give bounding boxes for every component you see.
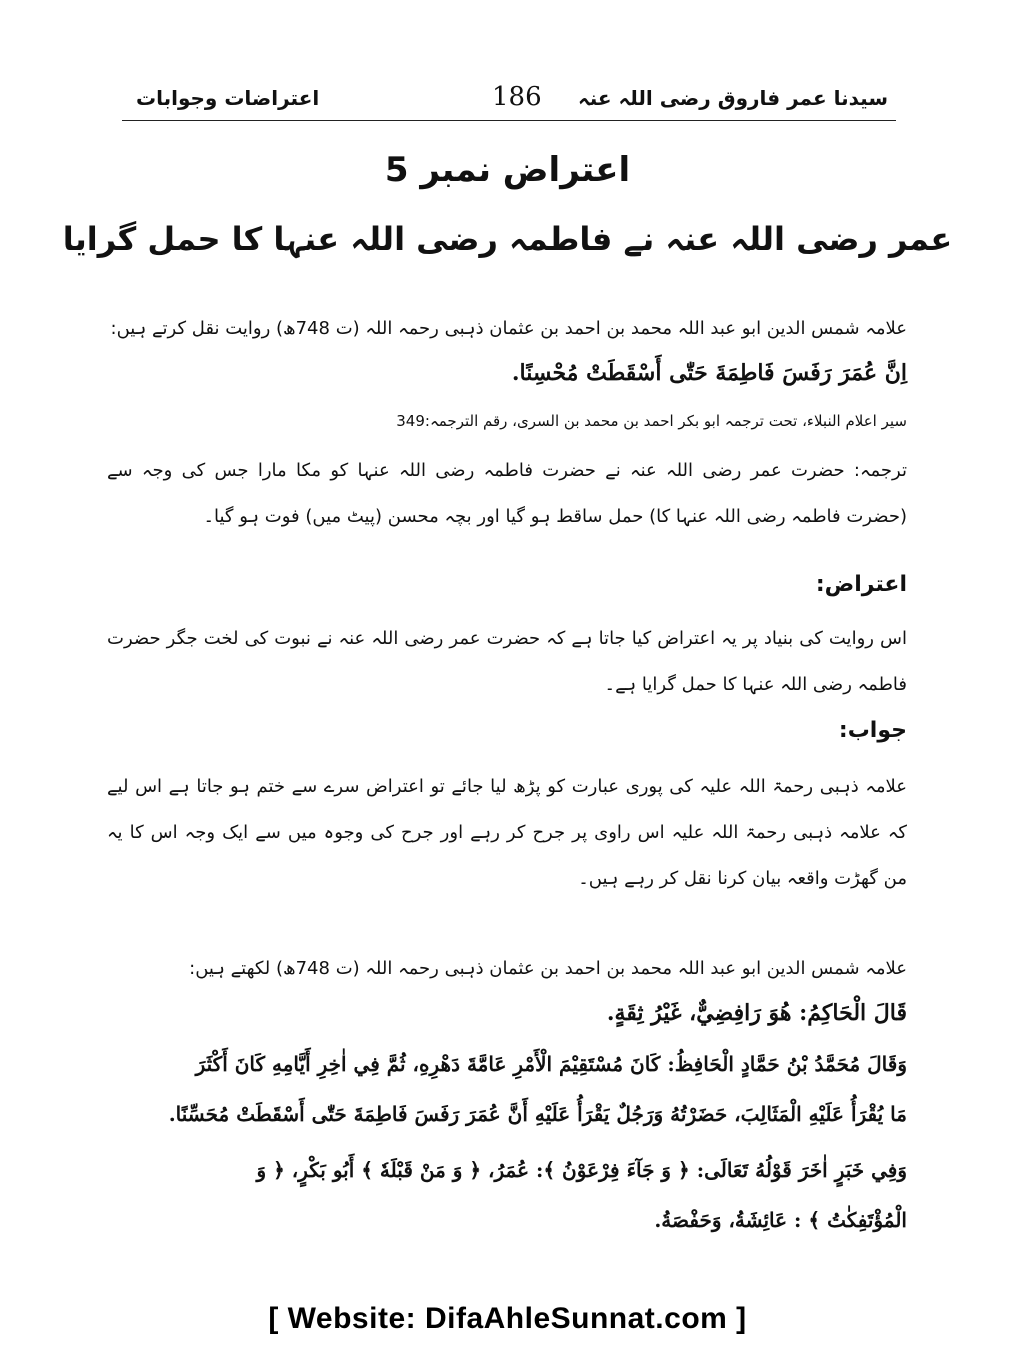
page-number: 186 (492, 82, 542, 112)
translation-paragraph: ترجمہ: حضرت عمر رضی اللہ عنہ نے حضرت فاطمہ رضی اللہ عنہا کو مکا مارا جس کی وجہ سے (حضرت فاطمہ رضی اللہ عنہا کا) حمل ساقط ہو گیا اور بچہ محسن (پیٹ میں) فوت ہو گیا۔ (107, 460, 907, 527)
intro-line: علامہ شمس الدین ابو عبد اللہ محمد بن احمد بن عثمان ذہبی رحمہ اللہ (ت 748ھ) روایت نقل کرتے ہیں: (110, 318, 907, 339)
intro-line-2: علامہ شمس الدین ابو عبد اللہ محمد بن احمد بن عثمان ذہبی رحمہ اللہ (ت 748ھ) لکھتے ہیں: (189, 958, 907, 979)
objection-title-heading: عمر رضی اللہ عنہ نے فاطمہ رضی اللہ عنہا کا حمل گرایا (62, 220, 953, 258)
book-title: سیدنا عمر فاروق رضی اللہ عنہ (577, 86, 888, 110)
answer-paragraph: علامہ ذہبی رحمۃ اللہ علیہ کی پوری عبارت کو پڑھ لیا جائے تو اعتراض سرے سے ختم ہو جاتا ہے اس لیے کہ علامہ ذہبی رحمۃ اللہ علیہ اس راوی پر جرح کر رہے اور جرح کی وجوہ میں سے ایک وجہ اس کا یہ من گھڑت واقعہ بیان کرنا نقل کر رہے ہیں۔ (107, 776, 907, 889)
page-header (122, 80, 896, 121)
arabic-quote-3-line1: وَقَالَ مُحَمَّدُ بْنُ حَمَّادٍ الْحَافِظُ: كَانَ مُسْتَقِيْمَ الْأَمْرِ عَامَّةَ دَهْرِهِ، ثُمَّ فِي اٰخِرِ أَيَّامِهِ كَانَ أَكْثَرَ (195, 1052, 907, 1076)
website-footer: [ Website: DifaAhleSunnat.com ] (268, 1302, 747, 1335)
arabic-quote-3-line2: مَا يُقْرَأُ عَلَيْهِ الْمَثَالِبَ، حَضَرْتُهُ وَرَجُلٌ يَقْرَأُ عَلَيْهِ أَنَّ عُمَرَ رَفَسَ فَاطِمَةَ حَتّٰى أَسْقَطَتْ مُحَسِّنًا. (168, 1102, 907, 1126)
arabic-quote-4-line2: الْمُؤْتَفِكٰتُ ﴾ : عَائِشَةُ، وَحَفْصَةُ. (654, 1208, 907, 1232)
arabic-quote-4-line1: وَفِي خَبَرٍ اٰخَرَ قَوْلُهُ تَعَالَى: ﴿ وَ جَآءَ فِرْعَوْنُ ﴾: عُمَرُ، ﴿ وَ مَنْ قَبْلَهٗ ﴾ أَبُو بَكْرٍ، ﴿ وَ (256, 1158, 907, 1182)
arabic-quote-2: قَالَ الْحَاكِمُ: هُوَ رَافِضِيٌّ، غَيْرُ ثِقَةٍ. (606, 1000, 907, 1026)
objection-heading: اعتراض: (815, 572, 907, 597)
objection-number-heading: اعتراض نمبر 5 (384, 150, 631, 190)
section-title: اعتراضات وجوابات (136, 86, 320, 110)
answer-heading: جواب: (838, 718, 907, 743)
arabic-quote-1: اِنَّ عُمَرَ رَفَسَ فَاطِمَةَ حَتّٰى أَسْقَطَتْ مُحْسِنًا. (511, 360, 907, 386)
objection-paragraph: اس روایت کی بنیاد پر یہ اعتراض کیا جاتا ہے کہ حضرت عمر رضی اللہ عنہ نے نبوت کی لخت جگر حضرت فاطمہ رضی اللہ عنہا کا حمل گرایا ہے۔ (107, 628, 907, 695)
reference-citation: سیر اعلام النبلاء، تحت ترجمہ ابو بکر احمد بن محمد بن السری، رقم الترجمہ:349 (396, 412, 907, 430)
